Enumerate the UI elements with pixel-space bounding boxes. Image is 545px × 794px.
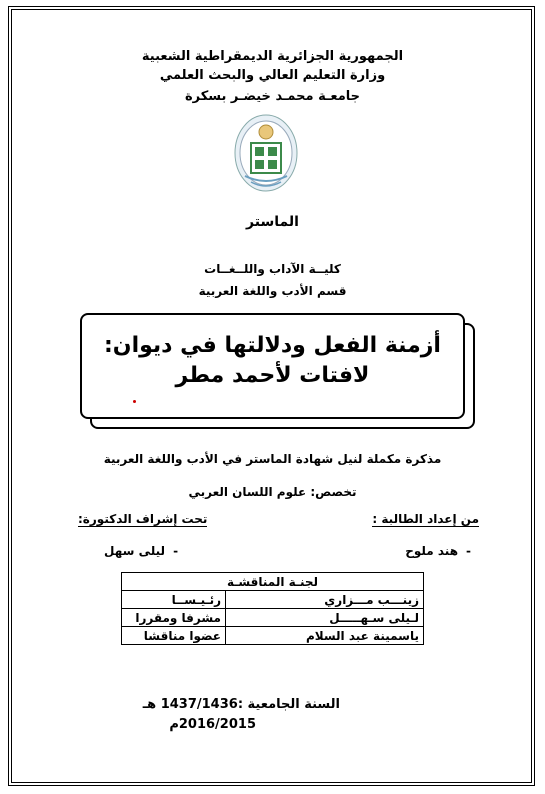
thesis-title-box [80, 313, 465, 419]
jury-member-name: زينـــب مـــزاري [226, 591, 424, 609]
jury-member-role: مشرفا ومقررا [122, 609, 226, 627]
student-name: هند ملوح [405, 544, 459, 558]
academic-year-gregorian: 2016/2015م [169, 717, 256, 732]
supervisor-name: ليلى سهل [104, 544, 166, 558]
jury-title: لجنـة المناقشـة [122, 573, 424, 591]
table-row [122, 627, 424, 645]
supervisor-name-line [104, 544, 178, 558]
dash: - [466, 544, 471, 558]
header-ministry: وزارة التعليم العالي والبحث العلمي [159, 68, 386, 83]
prepared-by-label: من إعداد الطالبة : [372, 512, 479, 526]
thesis-title-line2: لافتات لأحمد مطر [175, 363, 370, 388]
table-row [122, 591, 424, 609]
jury-member-role: رئـيـســا [122, 591, 226, 609]
table-row [122, 609, 424, 627]
university-seal-icon [231, 108, 301, 206]
specialty: تخصص: علوم اللسان العربي [188, 485, 357, 499]
department-name: قسم الأدب واللغة العربية [198, 284, 347, 298]
red-dot [133, 400, 136, 403]
dash: - [173, 544, 179, 558]
memo-statement: مذكرة مكملة لنيل شهادة الماستر في الأدب واللغة العربية [103, 452, 442, 466]
jury-member-name: ياسمينة عبد السلام [226, 627, 424, 645]
academic-year: السنة الجامعية :1437/1436 هـ [142, 697, 340, 712]
degree-label: الماستر [246, 214, 299, 230]
supervised-by-label: تحت إشراف الدكتورة: [78, 512, 208, 526]
faculty-name: كليــة الآداب واللــغــات [204, 262, 341, 276]
jury-member-name: لـيلى سـهـــــل [226, 609, 424, 627]
student-name-line [405, 544, 471, 558]
header-republic: الجمهورية الجزائرية الديمقراطية الشعبية [141, 49, 404, 64]
header-university: جامعـة محمـد خيضـر بسكرة [184, 89, 361, 104]
jury-member-role: عضوا مناقشا [122, 627, 226, 645]
thesis-title-line1: أزمنة الفعل ودلالتها في ديوان: [104, 333, 441, 358]
jury-table [121, 572, 424, 645]
